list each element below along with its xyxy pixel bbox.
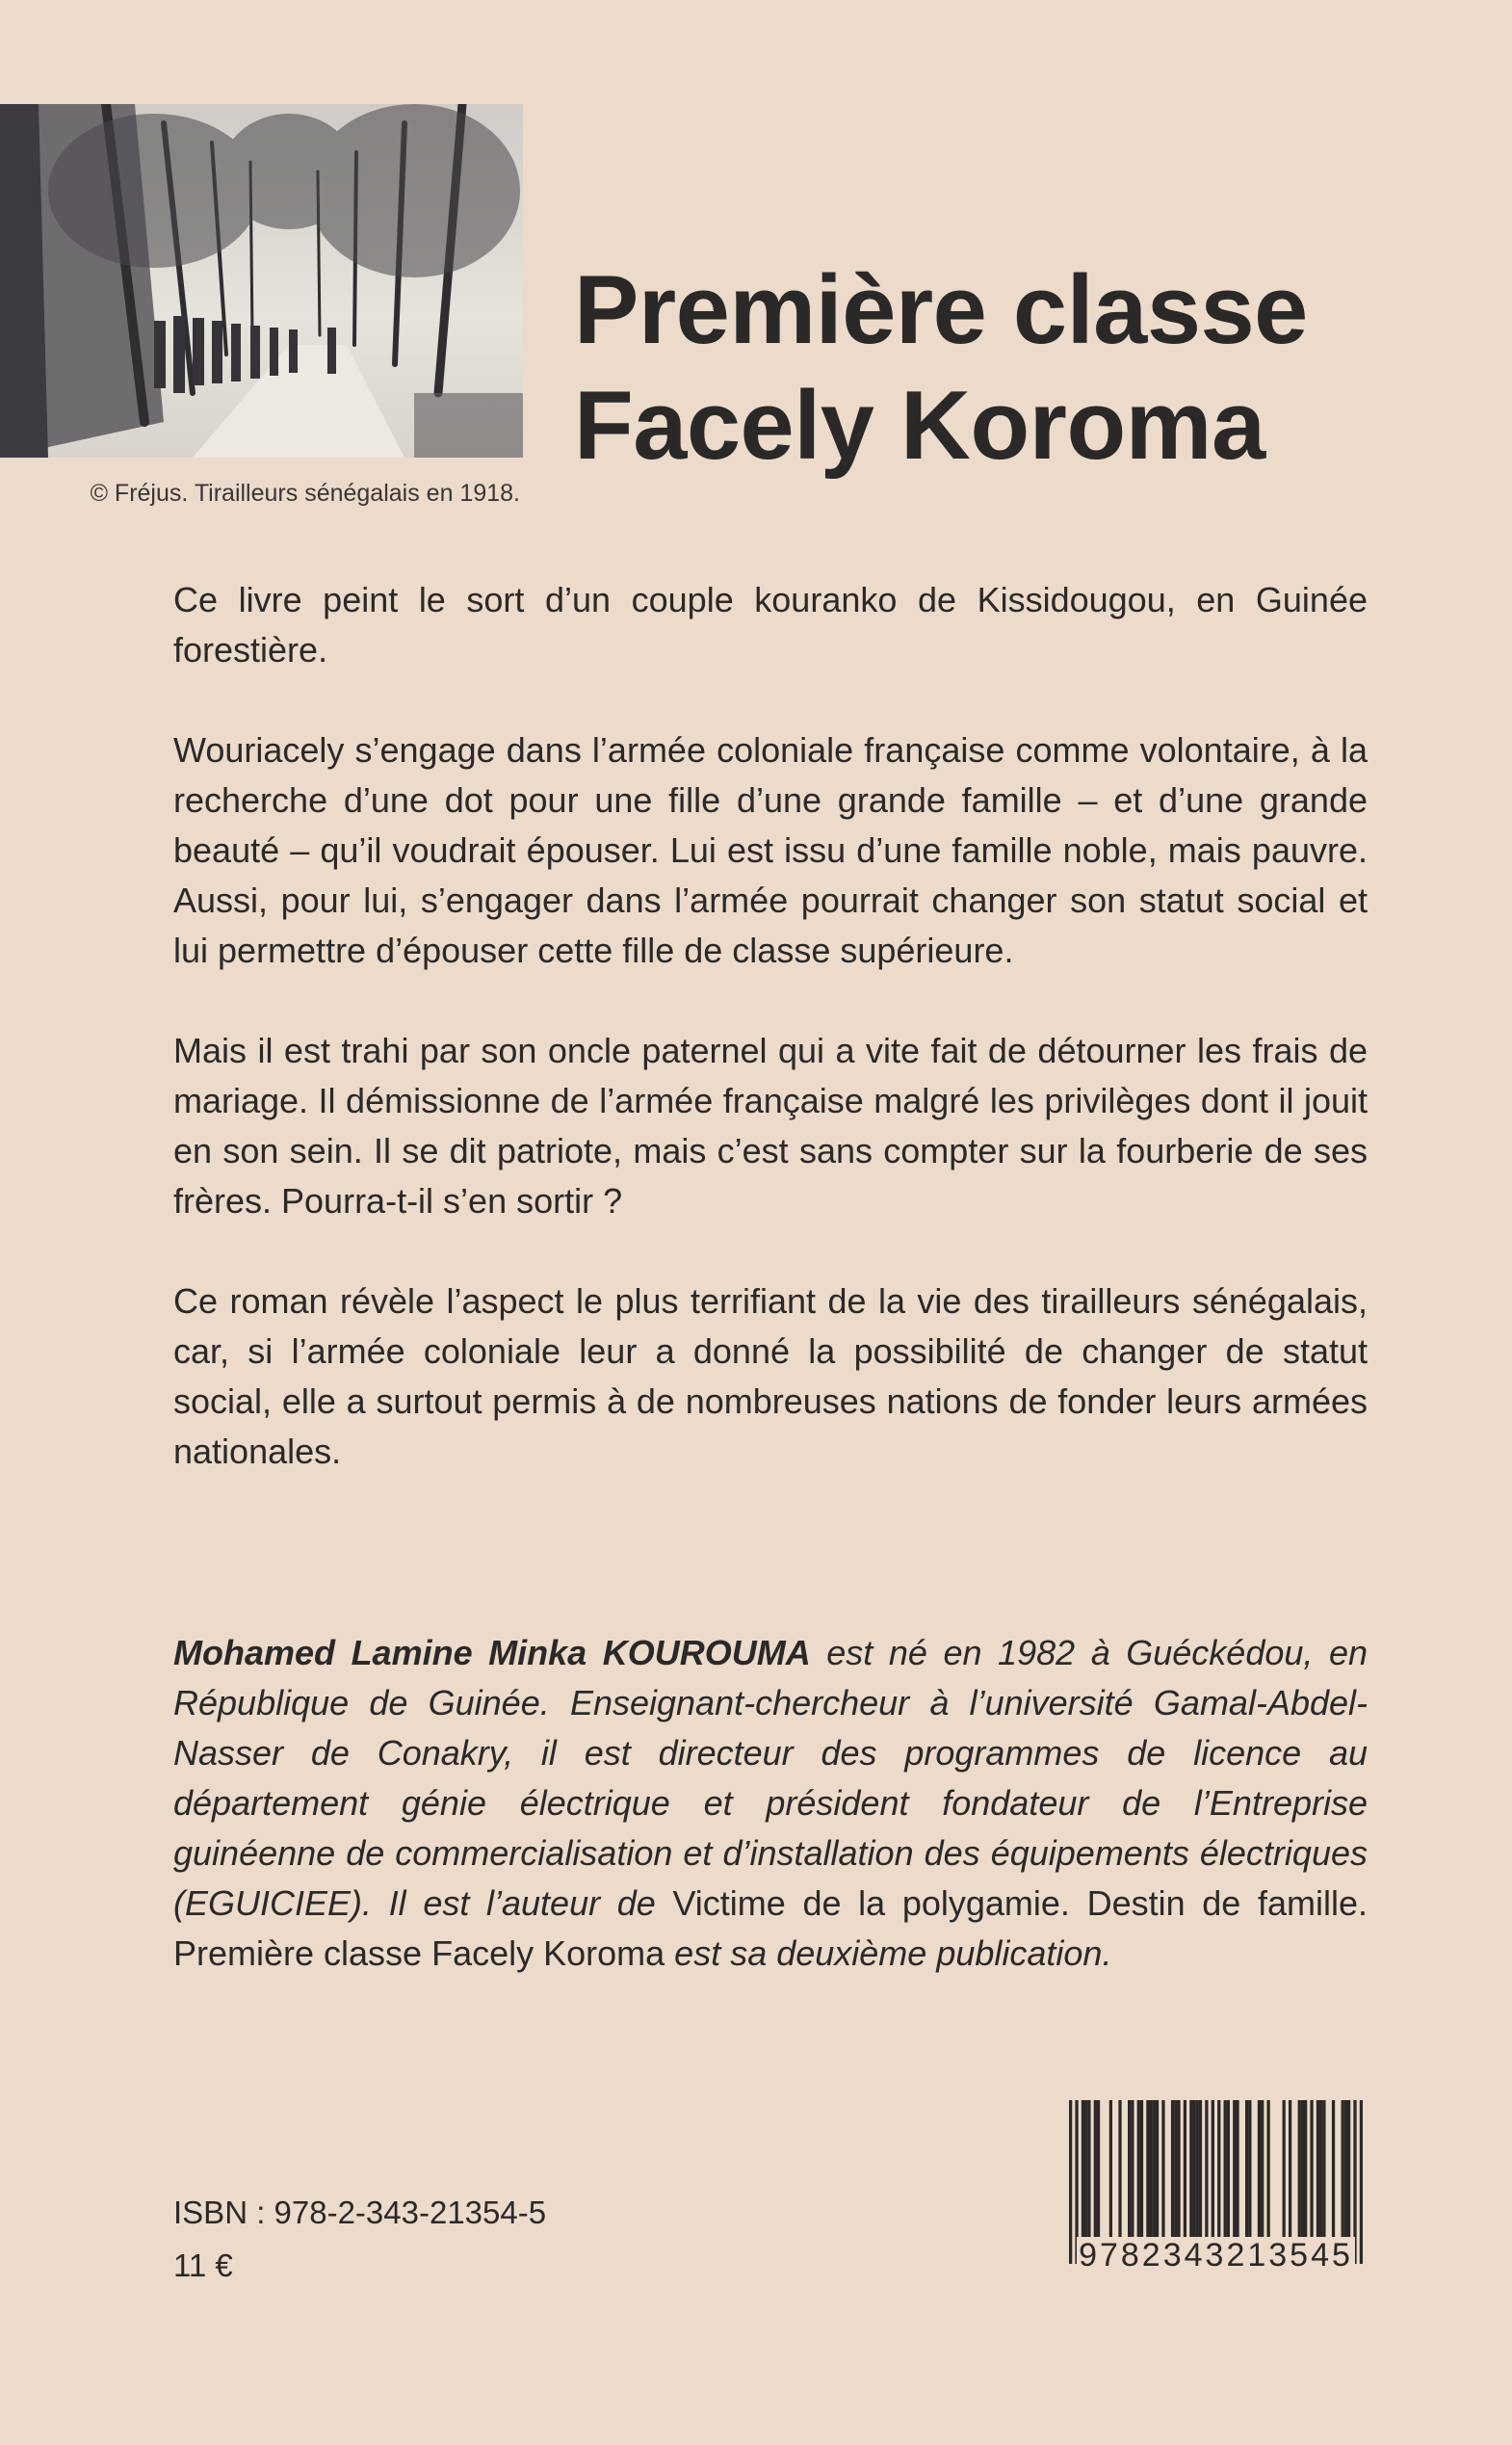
barcode-bar <box>1137 2100 1140 2245</box>
barcode-bar <box>1118 2100 1121 2245</box>
barcode-bar <box>1097 2100 1100 2245</box>
barcode-bar <box>1184 2100 1186 2245</box>
author-name: Mohamed Lamine Minka KOUROUMA <box>173 1633 811 1672</box>
barcode-bar <box>1205 2100 1208 2245</box>
barcode-bar <box>1316 2100 1319 2245</box>
book-summary <box>173 575 1368 1527</box>
barcode-digits <box>1059 2237 1372 2274</box>
barcode-bar <box>1224 2100 1227 2245</box>
barcode-bar <box>1156 2100 1159 2245</box>
barcode-bar <box>1322 2100 1325 2245</box>
barcode-bar <box>1289 2100 1291 2245</box>
barcode-bar <box>1087 2100 1090 2245</box>
barcode-bar <box>1332 2100 1335 2245</box>
barcode-bar <box>1177 2100 1180 2245</box>
barcode-bar <box>1342 2100 1344 2245</box>
barcode-bar <box>1310 2100 1313 2245</box>
barcode-bar <box>1153 2100 1156 2245</box>
barcode-bar <box>1344 2100 1347 2245</box>
barcode-bar <box>1227 2100 1230 2245</box>
barcode-bar <box>1131 2100 1134 2245</box>
price: 11 € <box>173 2248 233 2283</box>
barcode-bar <box>1261 2100 1264 2245</box>
barcode-bar <box>1140 2100 1143 2245</box>
title-line-2: Facely Koroma <box>574 372 1265 480</box>
barcode-bar <box>1248 2100 1251 2245</box>
barcode-bar <box>1128 2100 1131 2245</box>
barcode-bar <box>1233 2100 1236 2245</box>
book-title <box>574 252 1308 484</box>
barcode-bar <box>1245 2100 1248 2245</box>
barcode-number: 9782343213545 <box>1079 2237 1353 2274</box>
barcode-bar <box>1149 2100 1152 2245</box>
barcode-bar <box>1347 2100 1350 2245</box>
barcode-bar <box>1196 2100 1199 2245</box>
barcode-bar <box>1301 2100 1304 2245</box>
barcode-bar <box>1266 2100 1269 2245</box>
barcode-bar <box>1109 2100 1112 2245</box>
barcode-bar <box>1304 2100 1307 2245</box>
barcode-bar <box>1199 2100 1202 2245</box>
barcode <box>1059 2100 1372 2283</box>
barcode-bar <box>1283 2100 1286 2245</box>
photo-caption: © Fréjus. Tirailleurs sénégalais en 1918. <box>90 480 520 507</box>
barcode-bar <box>1146 2100 1149 2245</box>
barcode-bar <box>1258 2100 1261 2245</box>
previous-work-title: Victime de la polygamie. Destin de famille. Première classe Facely Koroma <box>173 1883 1368 1973</box>
cover-photo-tirailleurs <box>0 104 523 458</box>
barcode-bar <box>1298 2100 1301 2245</box>
barcode-bar <box>1084 2100 1087 2245</box>
barcode-bar <box>1094 2100 1097 2245</box>
barcode-bar <box>1319 2100 1322 2245</box>
barcode-bar <box>1161 2100 1164 2245</box>
title-line-1: Première classe <box>574 256 1308 364</box>
barcode-bar <box>1171 2100 1174 2245</box>
isbn: ISBN : 978-2-343-21354-5 <box>173 2195 547 2230</box>
barcode-bar <box>1082 2100 1084 2245</box>
barcode-bar <box>1192 2100 1195 2245</box>
author-bio <box>173 1628 1368 1979</box>
summary-paragraph: Ce livre peint le sort d’un couple kouranko de Kissidougou, en Guinée forestière. <box>173 580 1368 670</box>
summary-paragraph: Wouriacely s’engage dans l’armée coloniale française comme volontaire, à la recherche d’une dot pour une fille d’une grande famille – et d’une grande beauté – qu’il voudrait épouser. Lui est issu d’une famille noble, mais pauvre. Aussi, pour lui, s’engager dans l’armée pourrait changer son statut social et lui permettre d’épouser cette fille de classe supérieure. <box>173 730 1368 970</box>
summary-paragraph: Ce roman révèle l’aspect le plus terrifiant de la vie des tirailleurs sénégalais, car, si l’armée coloniale leur a donné la possibilité de changer de statut social, elle a surtout permis à de nombreuses nations de fonder leurs armées nationales. <box>173 1281 1368 1471</box>
barcode-bar <box>1189 2100 1192 2245</box>
summary-paragraph: Mais il est trahi par son oncle paternel qui a vite fait de détourner les frais de mariage. Il démissionne de l’armée française malgré les privilèges dont il jouit en son sein. Il se dit patriote, mais c’est sans compter sur la fourberie de ses frères. Pourra-t-il s’en sortir ? <box>173 1031 1368 1221</box>
barcode-bar <box>1174 2100 1177 2245</box>
bio-text-end: est sa deuxième publication. <box>665 1933 1112 1973</box>
bio-text: est né en 1982 à Guéckédou, en République de Guinée. Enseignant-chercheur à l’université Gamal-Abdel-Nasser de Conakry, il est directeur des programmes de licence au département génie électrique et président fondateur de l’Entreprise guinéenne de commercialisation et d’installation des équipements électriques (EGUICIEE). Il est l’auteur de <box>173 1633 1368 1923</box>
barcode-bar <box>1236 2100 1238 2245</box>
